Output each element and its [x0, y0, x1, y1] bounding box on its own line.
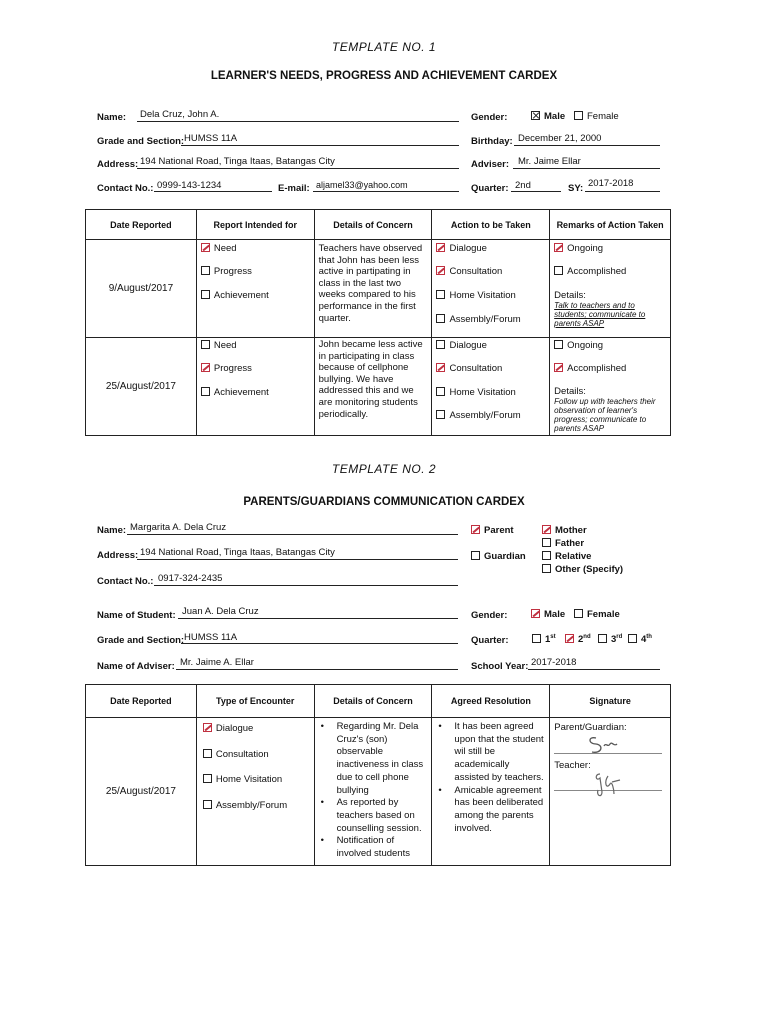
- accomplished-checkbox-checked[interactable]: [554, 363, 563, 372]
- ongoing-checkbox-checked[interactable]: [554, 243, 563, 252]
- student-gender-label: Gender:: [471, 610, 508, 621]
- details-label: Details:: [554, 290, 586, 301]
- quarter-value[interactable]: 2nd: [515, 180, 531, 191]
- parent-checkbox-checked[interactable]: [471, 525, 480, 534]
- student-adviser-value[interactable]: Mr. Jaime A. Ellar: [180, 657, 254, 668]
- other-option[interactable]: Other (Specify): [542, 564, 623, 575]
- list-item: • As reported by teachers based on counselling session.: [321, 797, 428, 835]
- encounter-assembly-forum-option[interactable]: Assembly/Forum: [203, 800, 287, 811]
- consultation-checkbox-checked[interactable]: [436, 363, 445, 372]
- row2-date: 25/August/2017: [86, 338, 197, 436]
- signature-cell: [550, 718, 671, 866]
- consultation-checkbox-checked[interactable]: [436, 266, 445, 275]
- encounter-home-visitation-option[interactable]: Home Visitation: [203, 774, 282, 785]
- quarter-1-option[interactable]: 1st: [532, 634, 556, 645]
- encounter-consultation-option[interactable]: Consultation: [203, 749, 269, 760]
- list-item: • Amicable agreement has been deliberated among the parents involved.: [438, 785, 545, 836]
- contact-line: [154, 191, 272, 192]
- quarter-4-option[interactable]: 4th: [628, 634, 652, 645]
- row1-action-cell: [432, 240, 550, 338]
- grade-label: Grade and Section:: [97, 136, 185, 147]
- parent-name-label: Name:: [97, 525, 127, 536]
- learner-cardex-table: [85, 209, 671, 436]
- details-list: [315, 718, 432, 861]
- student-name-line: [178, 618, 458, 619]
- adviser-value[interactable]: Mr. Jaime Ellar: [518, 156, 581, 167]
- relative-option[interactable]: Relative: [542, 551, 591, 562]
- female-checkbox[interactable]: [574, 111, 583, 120]
- parent-address-label: Address:: [97, 550, 139, 561]
- quarter-line: [511, 191, 561, 192]
- parent-address-value[interactable]: 194 National Road, Tinga Itaas, Batangas City: [140, 547, 335, 558]
- header-details-concern: Details of Concern: [314, 210, 432, 240]
- ongoing-option[interactable]: Ongoing: [554, 340, 603, 351]
- sy-line: [585, 191, 660, 192]
- table-row: [86, 718, 671, 866]
- template-1-label: TEMPLATE NO. 1: [331, 40, 437, 54]
- father-option[interactable]: Father: [542, 538, 584, 549]
- quarter-2-checkbox-checked[interactable]: [565, 634, 574, 643]
- t2-resolution-cell: [432, 718, 550, 866]
- resolution-list: [432, 718, 549, 835]
- name-value[interactable]: Dela Cruz, John A.: [140, 109, 220, 120]
- home-visitation-checkbox[interactable]: [436, 290, 445, 299]
- quarter-3-checkbox[interactable]: [598, 634, 607, 643]
- need-option[interactable]: Need: [201, 340, 237, 351]
- row2-remarks-detail: Follow up with teachers their observation of learner's progress; communicate to parents ASAP: [554, 397, 656, 433]
- parent-contact-value[interactable]: 0917-324-2435: [158, 573, 223, 584]
- address-label: Address:: [97, 159, 139, 170]
- mother-checkbox-checked[interactable]: [542, 525, 551, 534]
- quarter-2-option[interactable]: 2nd: [565, 634, 591, 645]
- student-female-option[interactable]: Female: [574, 609, 620, 620]
- contact-label: Contact No.:: [97, 183, 154, 194]
- contact-value[interactable]: 0999-143-1234: [157, 180, 222, 191]
- school-year-value[interactable]: 2017-2018: [531, 657, 577, 668]
- adviser-label: Adviser:: [471, 159, 510, 170]
- encounter-dialogue-option[interactable]: Dialogue: [203, 723, 254, 734]
- template-2-label: TEMPLATE NO. 2: [331, 462, 437, 476]
- parent-option[interactable]: Parent: [471, 525, 514, 536]
- assembly-forum-checkbox[interactable]: [436, 410, 445, 419]
- grade-line: [181, 145, 459, 146]
- dialogue-checkbox-checked[interactable]: [436, 243, 445, 252]
- parent-contact-line: [154, 585, 458, 586]
- t2-details-cell: [314, 718, 432, 866]
- header-agreed-resolution: Agreed Resolution: [432, 685, 550, 718]
- row1-remarks-cell: [550, 240, 671, 338]
- dialogue-checkbox-checked[interactable]: [203, 723, 212, 732]
- header-report-intended: Report Intended for: [196, 210, 314, 240]
- header-signature: Signature: [550, 685, 671, 718]
- home-visitation-option[interactable]: Home Visitation: [436, 290, 515, 301]
- achievement-option[interactable]: Achievement: [201, 290, 269, 301]
- consultation-option[interactable]: Consultation: [436, 363, 502, 374]
- row1-remarks-detail: Talk to teachers and to students; communicate to parents ASAP: [554, 301, 646, 328]
- relative-checkbox[interactable]: [542, 551, 551, 560]
- adviser-line: [513, 168, 660, 169]
- template-2-title: PARENTS/GUARDIANS COMMUNICATION CARDEX: [243, 496, 525, 508]
- header-details-concern: Details of Concern: [314, 685, 432, 718]
- consultation-checkbox[interactable]: [203, 749, 212, 758]
- encounter-cell: [196, 718, 314, 866]
- assembly-forum-option[interactable]: Assembly/Forum: [436, 314, 520, 325]
- list-item: • Notification of involved students: [321, 835, 428, 860]
- student-adviser-label: Name of Adviser:: [97, 661, 175, 672]
- row2-report-cell: [196, 338, 314, 436]
- gender-label: Gender:: [471, 112, 508, 123]
- gender-male-option[interactable]: Male: [531, 111, 565, 122]
- home-visitation-checkbox[interactable]: [203, 774, 212, 783]
- student-grade-label: Grade and Section:: [97, 635, 185, 646]
- table-row: [86, 240, 671, 338]
- consultation-option[interactable]: Consultation: [436, 266, 502, 277]
- name-label: Name:: [97, 112, 127, 123]
- birthday-label: Birthday:: [471, 136, 513, 147]
- need-option[interactable]: Need: [201, 243, 237, 254]
- need-checkbox-checked[interactable]: [201, 243, 210, 252]
- accomplished-option[interactable]: Accomplished: [554, 363, 626, 374]
- list-item: • It has been agreed upon that the student wil still be academically assisted by teachers.: [438, 721, 545, 785]
- list-item: • Regarding Mr. Dela Cruz's (son) observable inactiveness in class due to cell phone bullying: [321, 721, 428, 797]
- accomplished-option[interactable]: Accomplished: [554, 266, 626, 277]
- name-line: [137, 121, 459, 122]
- female-checkbox[interactable]: [574, 609, 583, 618]
- birthday-value[interactable]: December 21, 2000: [518, 133, 602, 144]
- sy-label: SY:: [568, 183, 584, 194]
- header-remarks: Remarks of Action Taken: [550, 210, 671, 240]
- parent-contact-label: Contact No.:: [97, 576, 154, 587]
- teacher-signature-label: Teacher:: [554, 760, 591, 771]
- guardian-checkbox[interactable]: [471, 551, 480, 560]
- header-date-reported: Date Reported: [86, 685, 197, 718]
- student-name-value[interactable]: Juan A. Dela Cruz: [182, 606, 259, 617]
- communication-cardex-table: [85, 684, 671, 866]
- gender-female-option[interactable]: Female: [574, 111, 619, 122]
- achievement-option[interactable]: Achievement: [201, 387, 269, 398]
- ongoing-checkbox[interactable]: [554, 340, 563, 349]
- quarter-3-option[interactable]: 3rd: [598, 634, 622, 645]
- quarter-1-checkbox[interactable]: [532, 634, 541, 643]
- quarter-4-checkbox[interactable]: [628, 634, 637, 643]
- mother-option[interactable]: Mother: [542, 525, 587, 536]
- assembly-forum-checkbox[interactable]: [203, 800, 212, 809]
- guardian-option[interactable]: Guardian: [471, 551, 526, 562]
- student-quarter-label: Quarter:: [471, 635, 509, 646]
- row1-date: 9/August/2017: [86, 240, 197, 338]
- dialogue-option[interactable]: Dialogue: [436, 243, 487, 254]
- address-value[interactable]: 194 National Road, Tinga Itaas, Batangas City: [140, 156, 335, 167]
- dialogue-option[interactable]: Dialogue: [436, 340, 487, 351]
- achievement-checkbox[interactable]: [201, 290, 210, 299]
- template-1-title: LEARNER'S NEEDS, PROGRESS AND ACHIEVEMENT CARDEX: [210, 70, 558, 82]
- accomplished-checkbox[interactable]: [554, 266, 563, 275]
- row2-action-cell: [432, 338, 550, 436]
- progress-option[interactable]: Progress: [201, 363, 252, 374]
- email-value[interactable]: aljamel33@yahoo.com: [316, 180, 408, 190]
- student-grade-value[interactable]: HUMSS 11A: [184, 632, 238, 643]
- other-checkbox[interactable]: [542, 564, 551, 573]
- father-checkbox[interactable]: [542, 538, 551, 547]
- parent-name-line: [127, 534, 458, 535]
- school-year-label: School Year:: [471, 661, 529, 672]
- quarter-label: Quarter:: [471, 183, 509, 194]
- email-line: [313, 191, 459, 192]
- progress-checkbox[interactable]: [201, 266, 210, 275]
- home-visitation-option[interactable]: Home Visitation: [436, 387, 515, 398]
- need-checkbox[interactable]: [201, 340, 210, 349]
- student-name-label: Name of Student:: [97, 610, 176, 621]
- assembly-forum-option[interactable]: Assembly/Forum: [436, 410, 520, 421]
- header-action-taken: Action to be Taken: [432, 210, 550, 240]
- header-type-encounter: Type of Encounter: [196, 685, 314, 718]
- parent-signature-label: Parent/Guardian:: [554, 722, 627, 733]
- birthday-line: [514, 145, 660, 146]
- progress-option[interactable]: Progress: [201, 266, 252, 277]
- parent-address-line: [137, 559, 458, 560]
- teacher-signature-mark: [590, 768, 626, 800]
- home-visitation-checkbox[interactable]: [436, 387, 445, 396]
- grade-value[interactable]: HUMSS 11A: [184, 133, 238, 144]
- assembly-forum-checkbox[interactable]: [436, 314, 445, 323]
- male-checkbox-checked[interactable]: [531, 609, 540, 618]
- dialogue-checkbox[interactable]: [436, 340, 445, 349]
- row2-remarks-cell: [550, 338, 671, 436]
- parent-name-value[interactable]: Margarita A. Dela Cruz: [130, 522, 227, 533]
- t2-row-date: 25/August/2017: [86, 718, 197, 866]
- row1-report-cell: [196, 240, 314, 338]
- details-label: Details:: [554, 386, 586, 397]
- ongoing-option[interactable]: Ongoing: [554, 243, 603, 254]
- student-male-option[interactable]: Male: [531, 609, 565, 620]
- student-adviser-line: [176, 669, 458, 670]
- address-line: [137, 168, 459, 169]
- header-date-reported: Date Reported: [86, 210, 197, 240]
- sy-value[interactable]: 2017-2018: [588, 178, 634, 189]
- male-checkbox-checked[interactable]: [531, 111, 540, 120]
- parent-signature-mark: [584, 732, 624, 758]
- table-row: [86, 338, 671, 436]
- school-year-line: [528, 669, 660, 670]
- student-grade-line: [181, 643, 458, 644]
- row2-details: John became less active in participating in class because of cellphone bullying. We have addressed this and we are monitoring students periodically.: [318, 339, 423, 420]
- achievement-checkbox[interactable]: [201, 387, 210, 396]
- email-label: E-mail:: [278, 183, 310, 194]
- progress-checkbox-checked[interactable]: [201, 363, 210, 372]
- row1-details: Teachers have observed that John has been less active in partipating in class in the last two weeks compared to his performance in the first quarter.: [318, 243, 423, 324]
